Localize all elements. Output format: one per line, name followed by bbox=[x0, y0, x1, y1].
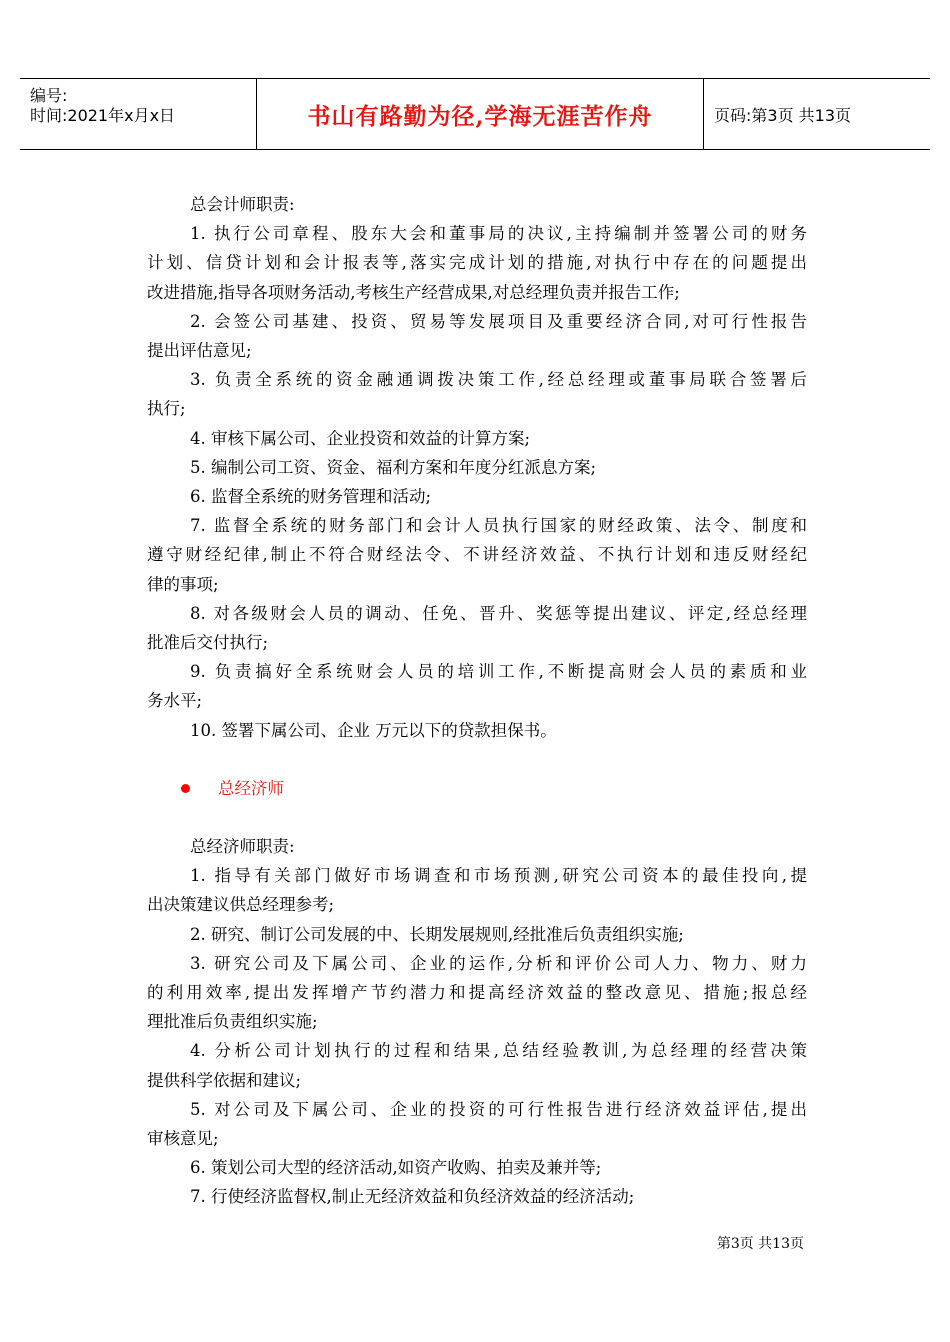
text-line: 的利用效率,提出发挥增产节约潜力和提高经济效益的整改意见、措施;报总经 bbox=[147, 983, 807, 1003]
text-line: 2. 研究、制订公司发展的中、长期发展规则,经批准后负责组织实施; bbox=[190, 924, 684, 944]
text-line: 4. 审核下属公司、企业投资和效益的计算方案; bbox=[190, 428, 531, 448]
economist-duty-item-1 bbox=[147, 861, 807, 919]
section-heading-chief-economist: 总经济师职责: bbox=[190, 837, 295, 857]
text-line: 提出评估意见; bbox=[147, 341, 252, 361]
text-line: 10. 签署下属公司、企业 万元以下的贷款担保书。 bbox=[190, 720, 557, 740]
text-line: 审核意见; bbox=[147, 1129, 219, 1149]
red-bullet-icon bbox=[181, 784, 190, 793]
document-time-label: 时间:2021年x月x日 bbox=[30, 106, 176, 125]
text-line: 9. 负责搞好全系统财会人员的培训工作,不断提高财会人员的素质和业 bbox=[190, 662, 807, 682]
text-line: 出决策建议供总经理参考; bbox=[147, 895, 335, 915]
text-line: 遵守财经纪律,制止不符合财经法令、不讲经济效益、不执行计划和违反财经纪 bbox=[147, 545, 807, 565]
economist-duty-item-2 bbox=[147, 920, 807, 949]
text-line: 务水平; bbox=[147, 691, 203, 711]
accountant-duty-item-8 bbox=[147, 599, 807, 657]
text-line: 执行; bbox=[147, 399, 186, 419]
accountant-duty-item-4 bbox=[147, 424, 807, 453]
text-line: 1. 执行公司章程、股东大会和董事局的决议,主持编制并签署公司的财务 bbox=[190, 224, 807, 244]
bullet-title: 总经济师 bbox=[218, 778, 284, 798]
economist-duty-item-7 bbox=[147, 1182, 807, 1211]
text-line: 8. 对各级财会人员的调动、任免、晋升、奖惩等提出建议、评定,经总经理 bbox=[190, 603, 807, 623]
accountant-duty-item-5 bbox=[147, 453, 807, 482]
text-line: 4. 分析公司计划执行的过程和结果,总结经验教训,为总经理的经营决策 bbox=[190, 1041, 807, 1061]
accountant-duty-item-10 bbox=[147, 716, 807, 745]
header-motto-cell bbox=[257, 79, 704, 149]
text-line: 提供科学依据和建议; bbox=[147, 1070, 302, 1090]
accountant-duty-item-1 bbox=[147, 219, 807, 307]
text-line: 6. 监督全系统的财务管理和活动; bbox=[190, 487, 432, 507]
text-line: 改进措施,指导各项财务活动,考核生产经营成果,对总经理负责并报告工作; bbox=[147, 282, 680, 302]
accountant-duty-item-7 bbox=[147, 511, 807, 599]
spacer bbox=[147, 745, 807, 774]
accountant-duty-item-2 bbox=[147, 307, 807, 365]
text-line: 3. 研究公司及下属公司、企业的运作,分析和评价公司人力、物力、财力 bbox=[190, 953, 807, 973]
economist-duty-item-6 bbox=[147, 1153, 807, 1182]
header-info-cell bbox=[20, 79, 257, 149]
accountant-duty-item-9 bbox=[147, 657, 807, 715]
text-line: 7. 行使经济监督权,制止无经济效益和负经济效益的经济活动; bbox=[190, 1187, 635, 1207]
header-motto: 书山有路勤为径,学海无涯苦作舟 bbox=[307, 102, 653, 130]
economist-duty-item-4 bbox=[147, 1036, 807, 1094]
text-line: 批准后交付执行; bbox=[147, 633, 269, 653]
text-line: 5. 对公司及下属公司、企业的投资的可行性报告进行经济效益评估,提出 bbox=[190, 1099, 807, 1119]
bullet-heading bbox=[147, 774, 807, 803]
economist-duty-item-5 bbox=[147, 1095, 807, 1153]
page-footer: 第3页 共13页 bbox=[716, 1236, 804, 1252]
header-page-cell bbox=[704, 79, 930, 149]
header-page-label: 页码:第3页 共13页 bbox=[714, 105, 852, 125]
text-line: 2. 会签公司基建、投资、贸易等发展项目及重要经济合同,对可行性报告 bbox=[190, 311, 807, 331]
text-line: 7. 监督全系统的财务部门和会计人员执行国家的财经政策、法令、制度和 bbox=[190, 516, 807, 536]
text-line: 6. 策划公司大型的经济活动,如资产收购、拍卖及兼并等; bbox=[190, 1158, 602, 1178]
text-line: 3. 负责全系统的资金融通调拨决策工作,经总经理或董事局联合签署后 bbox=[190, 370, 807, 390]
spacer bbox=[147, 803, 807, 832]
document-number-label: 编号: bbox=[30, 86, 68, 105]
text-line: 1. 指导有关部门做好市场调查和市场预测,研究公司资本的最佳投向,提 bbox=[190, 866, 807, 886]
text-line: 5. 编制公司工资、资金、福利方案和年度分红派息方案; bbox=[190, 457, 597, 477]
accountant-duty-item-6 bbox=[147, 482, 807, 511]
economist-duty-item-3 bbox=[147, 949, 807, 1037]
text-line: 律的事项; bbox=[147, 574, 219, 594]
page-header bbox=[20, 78, 930, 150]
text-line: 理批准后负责组织实施; bbox=[147, 1012, 318, 1032]
accountant-duty-item-3 bbox=[147, 365, 807, 423]
text-line: 计划、信贷计划和会计报表等,落实完成计划的措施,对执行中存在的问题提出 bbox=[147, 253, 807, 273]
document-body bbox=[147, 190, 807, 1212]
section-heading-chief-accountant: 总会计师职责: bbox=[190, 195, 295, 214]
